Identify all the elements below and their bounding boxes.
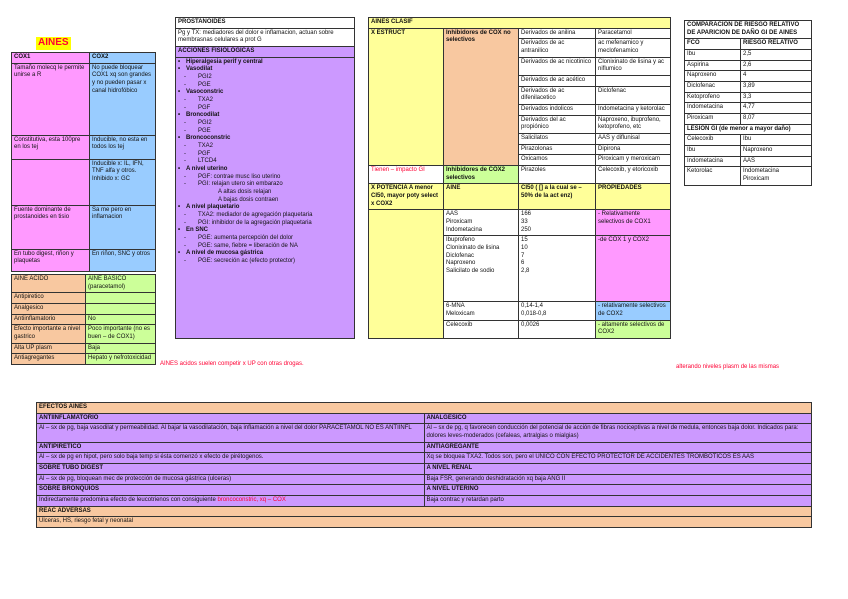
clasif-table (368, 17, 671, 339)
aine-list: 6-MNA Meloxicam (444, 302, 519, 320)
accion-item: • Broncodilat (178, 112, 352, 120)
riesgo-fco: Piroxicam (685, 114, 741, 125)
ci50-header: CI50 ( [] a la cual se – 50% de la act enz) (519, 184, 596, 210)
riesgo-val: 4 (741, 71, 812, 82)
acciones-title: ACCIONES FISIOLOGICAS (176, 47, 355, 58)
aine-list: Celecoxib (444, 320, 519, 338)
accion-subitem: - PGF (178, 105, 352, 113)
accion-subitem: - PGE: aumenta percepción del dolor (178, 235, 352, 243)
lesion-cell: Celecoxib (685, 135, 741, 146)
riesgo-title: COMPARACION DE RIESGO RELATIVO DE APARICION DE DAÑO GI DE AINES (685, 21, 812, 39)
accion-subitem: - PGI: relajan utero sin embarazo (178, 181, 352, 189)
grupo-farmaco: Piroxicam y meroxicam (596, 155, 671, 166)
grupo-farmaco: ac mefenamico y meclofenamico (596, 39, 671, 57)
potencia-spacer (369, 210, 444, 339)
cox1-header: COX1 (12, 53, 90, 64)
reac-text: Ulceras, HS, riesgo fetal y neonatal (37, 517, 812, 528)
riesgo-val: 8,07 (741, 114, 812, 125)
acciones-list (176, 57, 355, 338)
acido-cell: Alta UP plasm (12, 343, 86, 354)
grupo-cell: Derivados indolicos (519, 105, 596, 116)
no-selectivos-label: Inhibidores de COX no selectivos (444, 28, 519, 165)
basico-cell (86, 293, 156, 304)
cox-cell (12, 159, 90, 205)
accion-item: • Broncoconstric (178, 135, 352, 143)
riesgo-val: 3,3 (741, 92, 812, 103)
acido-basico-table (11, 274, 156, 365)
efecto-text-body: Xq se bloquea TXA2. Todos son, pero el UNICO CON EFECTO PROTECTOR DE ACCIDENTES TROMBOTICOS ES AAS (426, 454, 755, 461)
potencia-label: X POTENCIA A menor CI50, mayor poty select x COX2 (369, 184, 444, 210)
propiedad-cell: - relativamente selectivos de COX2 (596, 302, 671, 320)
riesgo-fco: Ibu (685, 50, 741, 61)
basico-cell: Poco importante (no es buen – de COX1) (86, 325, 156, 343)
cox2-header: COX2 (90, 53, 156, 64)
riesgo-fco: Diclofenac (685, 82, 741, 93)
accion-item: • A nivel de mucosa gástrica (178, 250, 352, 258)
efecto-text-body: Baja FSR, generando deshidratación xq baja ANG II (426, 475, 566, 482)
acido-cell: Antiinflamatorio (12, 314, 86, 325)
efecto-text-body: Al – sx de pg, bloquean mec de protección de mucosa gástrica (ulceras) (39, 475, 232, 482)
grupo-farmaco: Celecoxib, y etoricoxib (596, 166, 671, 184)
basico-header: AINE BASICO (paracetamol) (86, 275, 156, 293)
riesgo-fco: Indometacina (685, 103, 741, 114)
prostanoides-desc: Pg y TX: mediadores del dolor e inflamacion, actuan sobre membrasnas celulares a prot G (176, 28, 355, 46)
acido-cell: Analgesico (12, 304, 86, 315)
propiedad-cell: - Relativamente selectivos de COX1 (596, 210, 671, 236)
efecto-header: A NIVEL RENAL (424, 464, 812, 475)
lesion-cell: Naproxeno (741, 146, 812, 157)
estruct-label: X ESTRUCT (369, 28, 444, 165)
grupo-farmaco: Clonixinato de lisina y ac niflumico (596, 57, 671, 75)
efecto-header: ANTIAGREGANTE (424, 442, 812, 453)
propiedad-cell: - altamente selectivos de COX2 (596, 320, 671, 338)
aines-acidos-note: AINES acidos suelen competir x UP con otras drogas. (160, 361, 304, 367)
grupo-farmaco: Dipirona (596, 144, 671, 155)
accion-subitem: - PGE: secreción ac (efecto protector) (178, 258, 352, 266)
efecto-text-body: Indirectamente predomina efecto de leucotrienos con consiguiente (39, 497, 218, 504)
accion-subitem: - TXA2 (178, 143, 352, 151)
efecto-text-body: Al – sx de pg, q favorecen conducción del potencial de acción de fibras nociceptivas a nivel de medula, entonces baja dolor. Indicados para: dolores leves-moderados (cefaleas, artralgias o mialgias) (426, 425, 799, 440)
grupo-farmaco: Diclofenac (596, 86, 671, 104)
clasif-title: AINES CLASIF (369, 18, 671, 29)
cox-cell: En tubo digest, riñon y plaquetas (12, 249, 90, 271)
cox2-selectivos-label: Inhibidores de COX2 selectivos (444, 166, 519, 184)
accion-subitem: - LTCD4 (178, 158, 352, 166)
efecto-red-text: broncoconstric, xq – COX (217, 497, 286, 504)
cox-cell: Tamaño molecq le permite unirse a R (12, 63, 90, 135)
fco-header: FCO (685, 39, 741, 50)
efecto-text (37, 424, 425, 442)
cox-cell: Inducible, no esta en todos los tej (90, 135, 156, 159)
ci50-list: 15 10 7 6 2,8 (519, 236, 596, 302)
accion-item: • Vasoconstric (178, 89, 352, 97)
riesgo-val: 4,77 (741, 103, 812, 114)
efecto-text-body: Al – sx de pg, baja vasodilat y permeabilidad. Al bajar la vasodilatación, baja inflamación a nivel del dolor PARACETAMOL NO ES ANTIINFL (39, 425, 412, 432)
efecto-text-body: Al – sx de pg en hipot, pero solo baja temp si ésta comenzó x efecto de pirétogenos. (39, 454, 264, 461)
efecto-text (424, 453, 812, 464)
basico-cell (86, 304, 156, 315)
grupo-farmaco (596, 76, 671, 87)
accion-subitem: - PGI: inhibidor de la agregación plaquetaria (178, 220, 352, 228)
accion-item: • A nivel plaquetario (178, 204, 352, 212)
grupo-cell: Derivados de anilina (519, 28, 596, 39)
grupo-cell: Derivados del ac propiónico (519, 115, 596, 133)
accion-subitem: - TXA2 (178, 97, 352, 105)
cox-table (11, 52, 156, 272)
ci50-list: 0,0026 (519, 320, 596, 338)
accion-subitem: - TXA2: mediador de agregación plaquetaria (178, 212, 352, 220)
riesgo-table (684, 20, 812, 186)
accion-item: • En SNC (178, 227, 352, 235)
efecto-header: ANALGESICO (424, 413, 812, 424)
efecto-text (424, 496, 812, 507)
accion-subitem: A altas dosis relajan (218, 189, 272, 196)
accion-item: • Hiperalgesia perif y central (178, 59, 352, 67)
aine-header: AINE (444, 184, 519, 210)
riesgo-fco: Naproxeno (685, 71, 741, 82)
grupo-cell: Pirazoles (519, 166, 596, 184)
riesgo-header: RIESGO RELATIVO (741, 39, 812, 50)
accion-subitem: - PGF (178, 151, 352, 159)
grupo-farmaco: Paracetamol (596, 28, 671, 39)
tienen-impacto: Tienen – impacto GI (369, 166, 444, 184)
acido-cell: Efecto importante a nivel gastrico (12, 325, 86, 343)
accion-subitem: - PGI2 (178, 74, 352, 82)
cox-cell: No puede bloquear COX1 xq son grandes y no pueden pasar x canal hidrofóbico (90, 63, 156, 135)
grupo-cell: Derivados de ac acético (519, 76, 596, 87)
lesion-cell: AAS (741, 156, 812, 167)
grupo-farmaco: AAS y diflunisal (596, 134, 671, 145)
efectos-title: EFECTOS AINES (37, 403, 812, 414)
efecto-header: SOBRE BRONQUIOS (37, 485, 425, 496)
lesion-cell: Indometacina (685, 156, 741, 167)
efecto-header: SOBRE TUBO DIGEST (37, 464, 425, 475)
riesgo-fco: Ketoprofeno (685, 92, 741, 103)
lesion-title: LESION GI (de menor a mayor daño) (685, 124, 812, 135)
accion-subitem: - PGI2 (178, 120, 352, 128)
grupo-cell: Salicilatos (519, 134, 596, 145)
basico-cell: Hepato y nefrotoxicidad (86, 354, 156, 365)
efecto-text (37, 474, 425, 485)
grupo-cell: Derivados de ac nicotinico (519, 57, 596, 75)
lesion-cell: Ibu (685, 146, 741, 157)
cox-cell: Inducible x: IL, IFN, TNF alfa y otros. Inhibido x: GC (90, 159, 156, 205)
prostanoides-table (175, 17, 355, 339)
aines-title: AINES (38, 37, 69, 48)
prostanoides-title: PROSTANOIDES (176, 18, 355, 29)
efecto-header: A NIVEL UTERINO (424, 485, 812, 496)
accion-subitem: - PGE (178, 128, 352, 136)
accion-subitem: - PGE (178, 82, 352, 90)
aine-list: AAS Piroxicam Indometacina (444, 210, 519, 236)
riesgo-val: 2,5 (741, 50, 812, 61)
efecto-header: ANTIINFLAMATORIO (37, 413, 425, 424)
accion-item: • Vasodilat (178, 66, 352, 74)
propiedad-cell: -de COX 1 y COX2 (596, 236, 671, 302)
efecto-header: ANTIPIRETICO (37, 442, 425, 453)
efecto-text (37, 496, 425, 507)
cox-cell: En riñon, SNC y otros (90, 249, 156, 271)
efecto-text (424, 474, 812, 485)
cox-cell: Fuente dominante de prostanoides en tisio (12, 205, 90, 249)
riesgo-fco: Aspirina (685, 60, 741, 71)
lesion-cell: Ibu (741, 135, 812, 146)
basico-cell: No (86, 314, 156, 325)
efectos-table (36, 402, 812, 528)
aine-list: Ibuprofeno Clonixinato de lisina Diclofenac Naproxeno Salicilato de sodio (444, 236, 519, 302)
ci50-list: 166 33 250 (519, 210, 596, 236)
accion-item: • A nivel uterino (178, 166, 352, 174)
accion-subitem: - PGE: same, fiebre = liberación de NA (178, 243, 352, 251)
cox-cell: Constitutiva, esta 100pre en los tej (12, 135, 90, 159)
acido-header: AINE ACIDO (12, 275, 86, 293)
basico-cell: Baja (86, 343, 156, 354)
acido-cell: Antipiretico (12, 293, 86, 304)
ci50-list: 0,14-1,4 0,018-0,8 (519, 302, 596, 320)
grupo-farmaco: Indometacina y ketorolac (596, 105, 671, 116)
lesion-cell: Indometacina Piroxicam (741, 167, 812, 185)
grupo-cell: Derivados de ac difenilacetico (519, 86, 596, 104)
acido-cell: Antiagregantes (12, 354, 86, 365)
efecto-text (37, 453, 425, 464)
cox-cell: Sa me pero en inflamacion (90, 205, 156, 249)
efecto-text (424, 424, 812, 442)
riesgo-val: 3,89 (741, 82, 812, 93)
accion-subitem: - PGF: contrae musc liso uterino (178, 174, 352, 182)
efecto-text-body: Baja contrac y retardan parto (426, 497, 504, 504)
alterando-note: alterando niveles plasm de las mismas (676, 364, 780, 370)
lesion-cell: Ketorolac (685, 167, 741, 185)
riesgo-val: 2,6 (741, 60, 812, 71)
propiedades-header: PROPIEDADES (596, 184, 671, 210)
grupo-farmaco: Naproxeno, ibuprofeno, ketoprofeno, etc (596, 115, 671, 133)
grupo-cell: Derivados de ac antranilico (519, 39, 596, 57)
reac-header: REAC ADVERSAS (37, 506, 812, 517)
grupo-cell: Pirazolonas (519, 144, 596, 155)
grupo-cell: Oxicamos (519, 155, 596, 166)
accion-subitem: A bajas dosis contraen (218, 196, 279, 203)
